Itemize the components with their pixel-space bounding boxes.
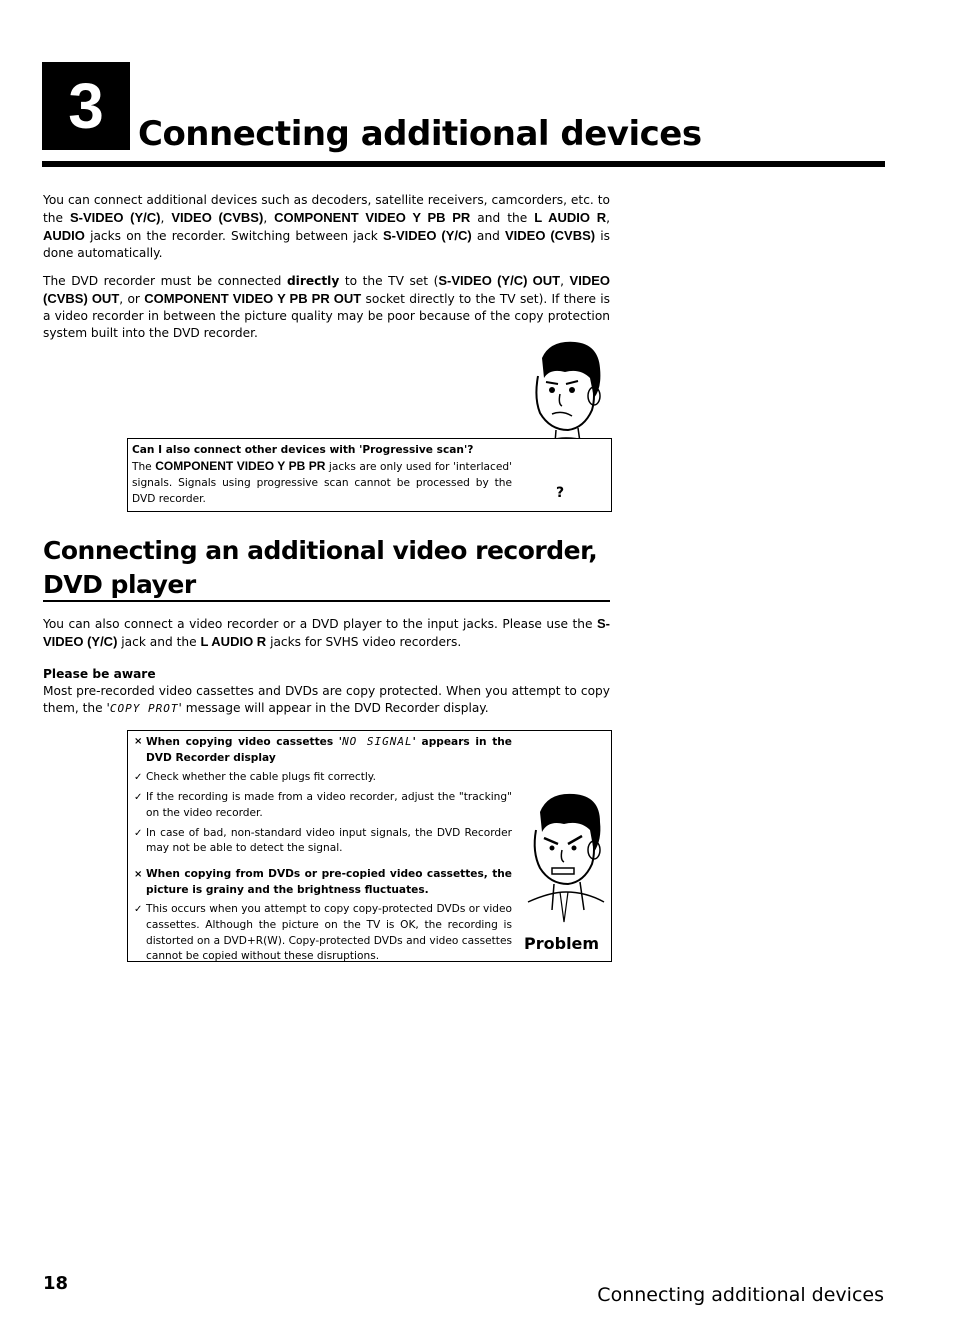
tip-answer: The COMPONENT VIDEO Y PB PR jacks are only used for 'interlaced' signals. Signals using progressive scan cannot be processed by the DVD recorder. (132, 459, 512, 505)
aware-paragraph: Most pre-recorded video cassettes and DVDs are copy protected. When you attempt to copy them, the 'COPY PROT' message will appear in the DVD Recorder display. (43, 684, 610, 715)
section-paragraph: You can also connect a video recorder or a DVD player to the input jacks. Please use the S-VIDEO (Y/C) jack and the L AUDIO R jacks for SVHS video recorders. (43, 616, 610, 649)
solution-2: ✓ If the recording is made from a video recorder, adjust the "tracking" on the video recorder. (134, 791, 512, 819)
problem-label: Problem (524, 934, 600, 953)
solution-1: ✓ Check whether the cable plugs fit correctly. (132, 770, 512, 786)
intro-paragraph-1: You can connect additional devices such as decoders, satellite receivers, camcorders, etc. to the S-VIDEO (Y/C), VIDEO (CVBS), COMPONENT VIDEO Y PB PR and the L AUDIO R, AUDIO jacks on the recorder. Switching between jack S-VIDEO (Y/C) and VIDEO (CVBS) is done automatically. (43, 193, 611, 260)
solution-3: ✓ In case of bad, non-standard video input signals, the DVD Recorder may not be able to detect the signal. (134, 826, 512, 855)
chapter-title: Connecting additional devices (138, 114, 702, 154)
problem-face-illustration (520, 790, 610, 930)
problem-1: × When copying video cassettes 'NO SIGNAL' appears in the DVD Recorder display (134, 735, 512, 764)
page-number: 18 (43, 1273, 69, 1294)
check-icon: ✓ (134, 827, 143, 839)
chapter-number: 3 (42, 62, 130, 150)
check-icon: ✓ (134, 772, 143, 784)
check-icon: ✓ (134, 792, 143, 804)
aware-heading: Please be aware (43, 667, 156, 681)
tip-question: Can I also connect other devices with 'Progressive scan'? (132, 444, 474, 456)
solution-4: ✓ This occurs when you attempt to copy copy-protected DVDs or video cassettes. Although the picture on the TV is OK, the recording is distorted on a DVD+R(W). Copy-protected DVDs and video cassettes cannot be copied without these disruptions. (134, 903, 512, 963)
check-icon: ✓ (134, 904, 143, 916)
problem-2: × When copying from DVDs or pre-copied video cassettes, the picture is grainy and the brightness fluctuates. (134, 867, 512, 896)
cross-icon: × (134, 736, 143, 747)
cross-icon: × (134, 868, 143, 880)
footer-title: Connecting additional devices (597, 1284, 884, 1306)
question-mark: ? (556, 485, 565, 501)
section-rule (43, 600, 610, 602)
chapter-rule (42, 161, 885, 167)
intro-paragraph-2: The DVD recorder must be connected directly to the TV set (S-VIDEO (Y/C) OUT, VIDEO (CVBS) OUT, or COMPONENT VIDEO Y PB PR OUT socket directly to the TV set). If there is a video recorder in between the picture quality may be poor because of the copy protection system built into the DVD recorder. (43, 273, 610, 340)
tip-box (127, 438, 612, 512)
section-heading: Connecting an additional video recorder, DVD player (43, 536, 598, 599)
